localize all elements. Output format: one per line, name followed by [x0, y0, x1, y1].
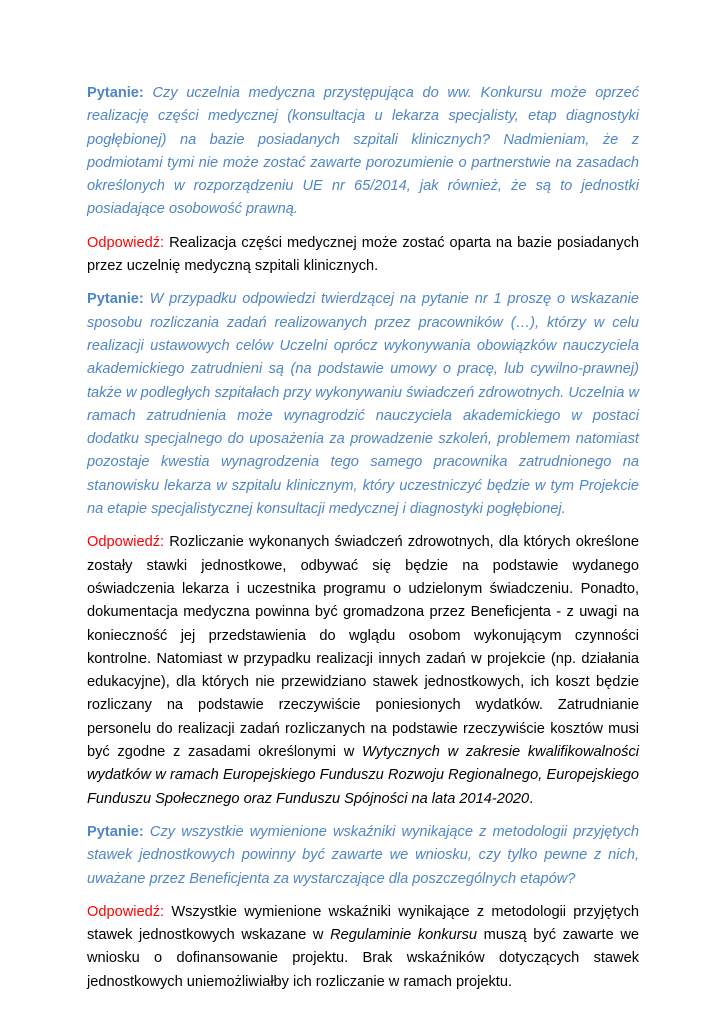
question-label: Pytanie: [87, 85, 144, 101]
answer-label: Odpowiedź: [87, 534, 165, 551]
question-label: Pytanie: [87, 823, 144, 840]
question-text: Czy uczelnia medyczna przystępująca do ww. Konkursu może oprzeć realizację części medycznej (konsultacja u lekarza specjalisty, etap diagnostyki pogłębionej) na bazie posiadanych szpitali klinicznych? Nadmieniam, że z podmiotami tymi nie może zostać zawarte porozumienie o partnerstwie na zasadach określonych w rozporządzeniu UE nr 65/2014, jak również, że są to jednostki posiadające osobowość prawną. [87, 85, 639, 218]
answer-3 [87, 901, 639, 994]
question-label: Pytanie: [87, 291, 144, 308]
answer-2 [87, 531, 639, 811]
answer-text-tail: muszą być zawarte we wniosku o dofinansowanie projektu. Brak wskaźników dotyczących stawek jednostkowych uniemożliwiałby ich rozliczanie w ramach projektu. [87, 927, 639, 990]
answer-label: Odpowiedź: [87, 903, 165, 920]
document-page [87, 82, 639, 1004]
question-text: W przypadku odpowiedzi twierdzącej na pytanie nr 1 proszę o wskazanie sposobu rozliczania zadań realizowanych przez pracowników (…), którzy w celu realizacji ustawowych celów Uczelni oprócz wykonywania obowiązków nauczyciela akademickiego zatrudnieni są (na podstawie umowy o pracę, lub cywilno-prawnej) także w podległych szpitałach przy wykonywaniu świadczeń zdrowotnych. Uczelnia w ramach zatrudnienia może wynagrodzić nauczyciela akademickiego w postaci dodatku specjalnego do uposażenia za prowadzenie szkoleń, problemem natomiast pozostaje kwestia wynagrodzenia tego samego pracownika zatrudnionego na stanowisku lekarza w szpitalu klinicznym, który uczestniczyć będzie w tym Projekcie na etapie specjalistycznej konsultacji medycznej i diagnostyki pogłębionej. [87, 291, 640, 518]
regulations-title: Regulaminie konkursu [330, 927, 478, 944]
question-2 [87, 288, 639, 521]
answer-text-tail: . [529, 790, 534, 807]
guidelines-title: Wytycznych w zakresie kwalifikowalności wydatków w ramach Europejskiego Funduszu Rozwoju Regionalnego, Europejskiego Funduszu Społecznego oraz Funduszu Spójności na lata 2014-2020 [87, 744, 639, 807]
answer-1 [87, 232, 639, 279]
question-text: Czy wszystkie wymienione wskaźniki wynikające z metodologii przyjętych stawek jednostkowych powinny być zawarte we wniosku, czy tylko pewne z nich, uważane przez Beneficjenta za wystarczające dla poszczególnych etapów? [87, 823, 639, 887]
question-1 [87, 82, 639, 222]
question-3 [87, 821, 639, 891]
answer-text: Wszystkie wymienione wskaźniki wynikające z metodologii przyjętych stawek jednostkowych wskazane w [87, 903, 639, 944]
answer-text: Realizacja części medycznej może zostać oparta na bazie posiadanych przez uczelnię medyczną szpitali klinicznych. [87, 234, 639, 275]
answer-label: Odpowiedź: [87, 234, 165, 251]
answer-text: Rozliczanie wykonanych świadczeń zdrowotnych, dla których określone zostały stawki jednostkowe, odbywać się będzie na podstawie wydanego oświadczenia lekarza i uczestnika programu o udzielonym świadczeniu. Ponadto, dokumentacja medyczna powinna być gromadzona przez Beneficjenta - z uwagi na konieczność jej przedstawienia do wglądu osobom wykonującym czynności kontrolne. Natomiast w przypadku realizacji innych zadań w projekcie (np. działania edukacyjne), dla których nie przewidziano stawek jednostkowych, ich koszt będzie rozliczany na podstawie rzeczywiście poniesionych wydatków. Zatrudnianie personelu do realizacji zadań rozliczanych na podstawie rzeczywiście kosztów musi być zgodne z zasadami określonymi w [87, 534, 639, 761]
